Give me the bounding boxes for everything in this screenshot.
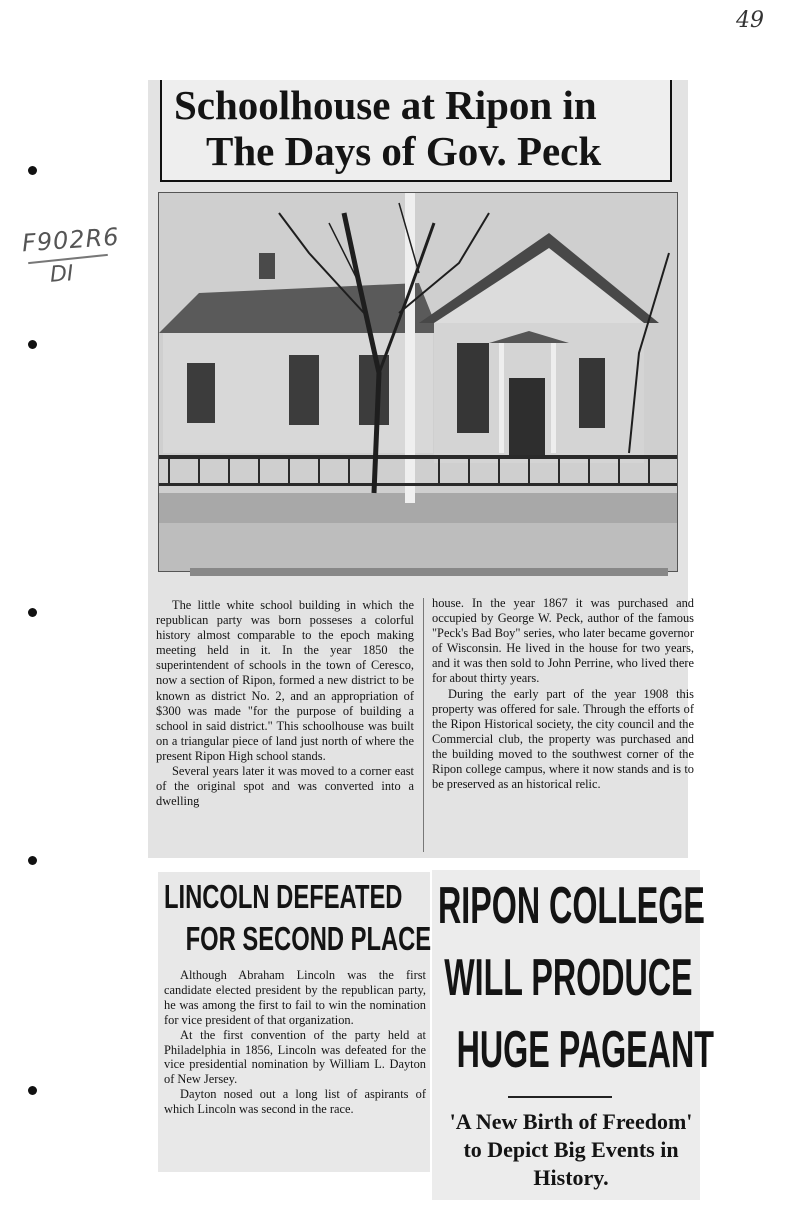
column-divider: [423, 598, 424, 852]
schoolhouse-headline-box: [160, 80, 672, 182]
photo-bottom-strip: [190, 568, 668, 576]
schoolhouse-text-column-left: [156, 598, 414, 809]
headline-line: LINCOLN DEFEATED: [164, 878, 403, 915]
paragraph: The little white school building in which the republican party was born posseses a colorful history almost comparable to the epoch making meeting held in it. In the year 1850 the superintendent of schools in the town of Ceresco, now a section of Ripon, formed a new district to be known as district No. 2, and an appropriation of $300 was made "for the purpose of building a school in said district." This schoolhouse was built on a triangular piece of land just north of where the present Ripon High school stands.: [156, 598, 414, 763]
binder-hole: [28, 856, 37, 865]
handwritten-initials: DI: [49, 261, 75, 288]
binder-hole: [28, 166, 37, 175]
schoolhouse-photo: [158, 192, 678, 572]
headline-line: HUGE PAGEANT: [456, 1021, 714, 1079]
binder-hole: [28, 1086, 37, 1095]
lincoln-headline: [164, 876, 432, 960]
headline-line: The Days of Gov. Peck: [206, 128, 602, 174]
paragraph: Dayton nosed out a long list of aspirants of which Lincoln was second in the race.: [164, 1087, 426, 1117]
headline-rule: [508, 1096, 612, 1098]
paragraph: Although Abraham Lincoln was the first candidate elected president by the republican party, he was among the first to fail to win the nomination for vice president of that organization.: [164, 968, 426, 1027]
page-number: 49: [736, 8, 764, 33]
paragraph: At the first convention of the party held at Philadelphia in 1856, Lincoln was defeated for the vice presidential nomination by William L. Dayton of New Jersey.: [164, 1027, 426, 1087]
ripon-college-subhead: 'A New Birth of Freedom' to Depict Big Events in History.: [449, 1109, 693, 1190]
headline-line: FOR SECOND PLACE: [185, 920, 432, 957]
lincoln-text: [164, 968, 426, 1117]
headline-line: RIPON COLLEGE: [438, 877, 705, 935]
handwritten-catalog-number: F902R6: [21, 222, 121, 258]
paragraph: house. In the year 1867 it was purchased and occupied by George W. Peck, author of the famous "Peck's Bad Boy" series, who later became governor of Wisconsin. He lived in the house for two years, and it was then sold to John Perrine, who lived there for about thirty years.: [432, 596, 694, 686]
schoolhouse-headline: [174, 82, 674, 174]
binder-hole: [28, 340, 37, 349]
headline-line: WILL PRODUCE: [444, 949, 693, 1007]
headline-line: Schoolhouse at Ripon in: [174, 82, 597, 128]
paragraph: Several years later it was moved to a corner east of the original spot and was converted into a dwelling: [156, 764, 414, 809]
schoolhouse-text-column-right: [432, 596, 694, 792]
binder-hole: [28, 608, 37, 617]
paragraph: During the early part of the year 1908 this property was offered for sale. Through the efforts of the Ripon Historical society, the city council and the Commercial club, the property was purchased and the building moved to the southwest corner of the Ripon college campus, where it now stands and is to be preserved as an historical relic.: [432, 686, 694, 792]
ripon-college-headline: [438, 870, 714, 1086]
